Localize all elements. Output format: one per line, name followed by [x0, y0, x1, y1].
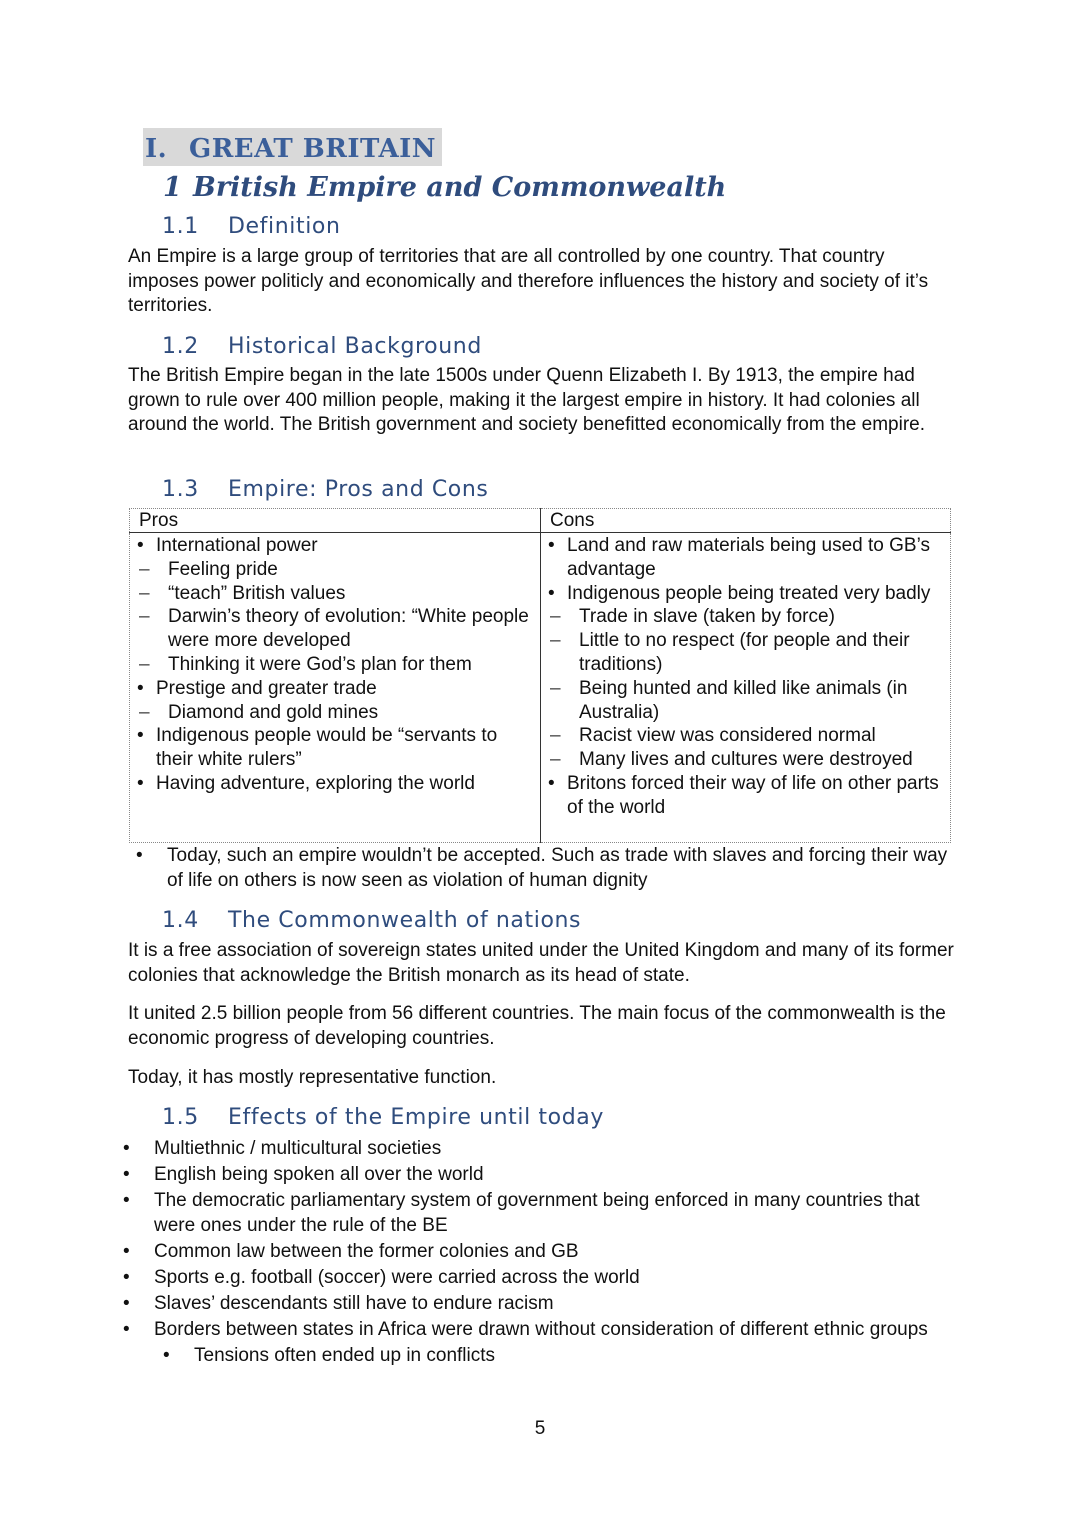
- subsection-heading-definition: [162, 214, 341, 239]
- chapter-title: GREAT BRITAIN: [189, 134, 437, 164]
- pros-item: – “teach” British values: [134, 582, 536, 606]
- effects-item: • Common law between the former colonies and GB: [120, 1240, 960, 1265]
- subsection-title: Definition: [228, 214, 341, 239]
- page-number: 5: [534, 1418, 546, 1439]
- section-title: British Empire and Commonwealth: [193, 172, 727, 203]
- cons-header: Cons: [541, 509, 951, 533]
- subsection-title: Empire: Pros and Cons: [228, 477, 489, 502]
- cons-item: • Britons forced their way of life on other parts of the world: [545, 772, 946, 820]
- subsection-number: 1.5: [162, 1105, 199, 1130]
- cons-item: – Little to no respect (for people and their traditions): [545, 629, 946, 677]
- commonwealth-paragraph-3: Today, it has mostly representative function.: [128, 1067, 497, 1088]
- cons-item: – Many lives and cultures were destroyed: [545, 748, 946, 772]
- pros-cons-note: • Today, such an empire wouldn’t be accepted. Such as trade with slaves and forcing their way of life on others is now seen as violation of human dignity: [128, 844, 958, 893]
- cons-cell: [541, 533, 951, 843]
- subsection-heading-background: [162, 334, 482, 359]
- subsection-title: Effects of the Empire until today: [228, 1105, 604, 1130]
- pros-cell: [130, 533, 541, 843]
- subsection-number: 1.1: [162, 214, 199, 239]
- effects-item: • Slaves’ descendants still have to endure racism: [120, 1292, 960, 1317]
- effects-subitem: • Tensions often ended up in conflicts: [120, 1344, 960, 1369]
- effects-item: • The democratic parliamentary system of government being enforced in many countries that were ones under the rule of the BE: [120, 1189, 960, 1239]
- cons-item: – Being hunted and killed like animals (in Australia): [545, 677, 946, 725]
- chapter-heading: [143, 128, 442, 166]
- subsection-title: The Commonwealth of nations: [228, 908, 582, 933]
- background-paragraph: The British Empire began in the late 1500s under Quenn Elizabeth I. By 1913, the empire had grown to rule over 400 million people, making it the largest empire in history. It had colonies all around the world. The British government and society benefitted economically from the empire.: [128, 365, 926, 435]
- commonwealth-paragraph-2: It united 2.5 billion people from 56 different countries. The main focus of the commonwealth is the economic progress of developing countries.: [128, 1003, 946, 1049]
- subsection-heading-commonwealth: [162, 908, 581, 933]
- effects-item: • Multiethnic / multicultural societies: [120, 1137, 960, 1162]
- cons-item: – Racist view was considered normal: [545, 724, 946, 748]
- chapter-number: I.: [145, 134, 168, 164]
- pros-item: – Diamond and gold mines: [134, 701, 536, 725]
- pros-list: [134, 534, 536, 796]
- section-number: 1: [163, 172, 182, 203]
- subsection-title: Historical Background: [228, 334, 482, 359]
- definition-paragraph: An Empire is a large group of territories that are all controlled by one country. That country imposes power politicly and economically and therefore influences the history and society of it’s territories.: [128, 246, 929, 316]
- cons-item: • Indigenous people being treated very badly: [545, 582, 946, 606]
- pros-item: – Darwin’s theory of evolution: “White people were more developed: [134, 605, 536, 653]
- pros-item: • Indigenous people would be “servants to their white rulers”: [134, 724, 536, 772]
- subsection-number: 1.4: [162, 908, 199, 933]
- cons-item: • Land and raw materials being used to GB’s advantage: [545, 534, 946, 582]
- cons-list: [545, 534, 946, 820]
- subsection-heading-effects: [162, 1105, 604, 1130]
- pros-item: • International power: [134, 534, 536, 558]
- subsection-number: 1.2: [162, 334, 199, 359]
- pros-item: • Having adventure, exploring the world: [134, 772, 536, 796]
- effects-item: • Sports e.g. football (soccer) were carried across the world: [120, 1266, 960, 1291]
- commonwealth-paragraph-1: It is a free association of sovereign states united under the United Kingdom and many of its former colonies that acknowledge the British monarch as its head of state.: [128, 940, 954, 986]
- pros-cons-table: [129, 508, 951, 843]
- pros-header: Pros: [130, 509, 541, 533]
- effects-item: • Borders between states in Africa were drawn without consideration of different ethnic groups: [120, 1318, 960, 1343]
- effects-list: [120, 1137, 960, 1370]
- pros-item: – Feeling pride: [134, 558, 536, 582]
- pros-item: • Prestige and greater trade: [134, 677, 536, 701]
- cons-item: – Trade in slave (taken by force): [545, 605, 946, 629]
- subsection-heading-pros-cons: [162, 477, 488, 502]
- section-heading: [163, 172, 726, 203]
- effects-item: • English being spoken all over the world: [120, 1163, 960, 1188]
- pros-item: – Thinking it were God’s plan for them: [134, 653, 536, 677]
- subsection-number: 1.3: [162, 477, 199, 502]
